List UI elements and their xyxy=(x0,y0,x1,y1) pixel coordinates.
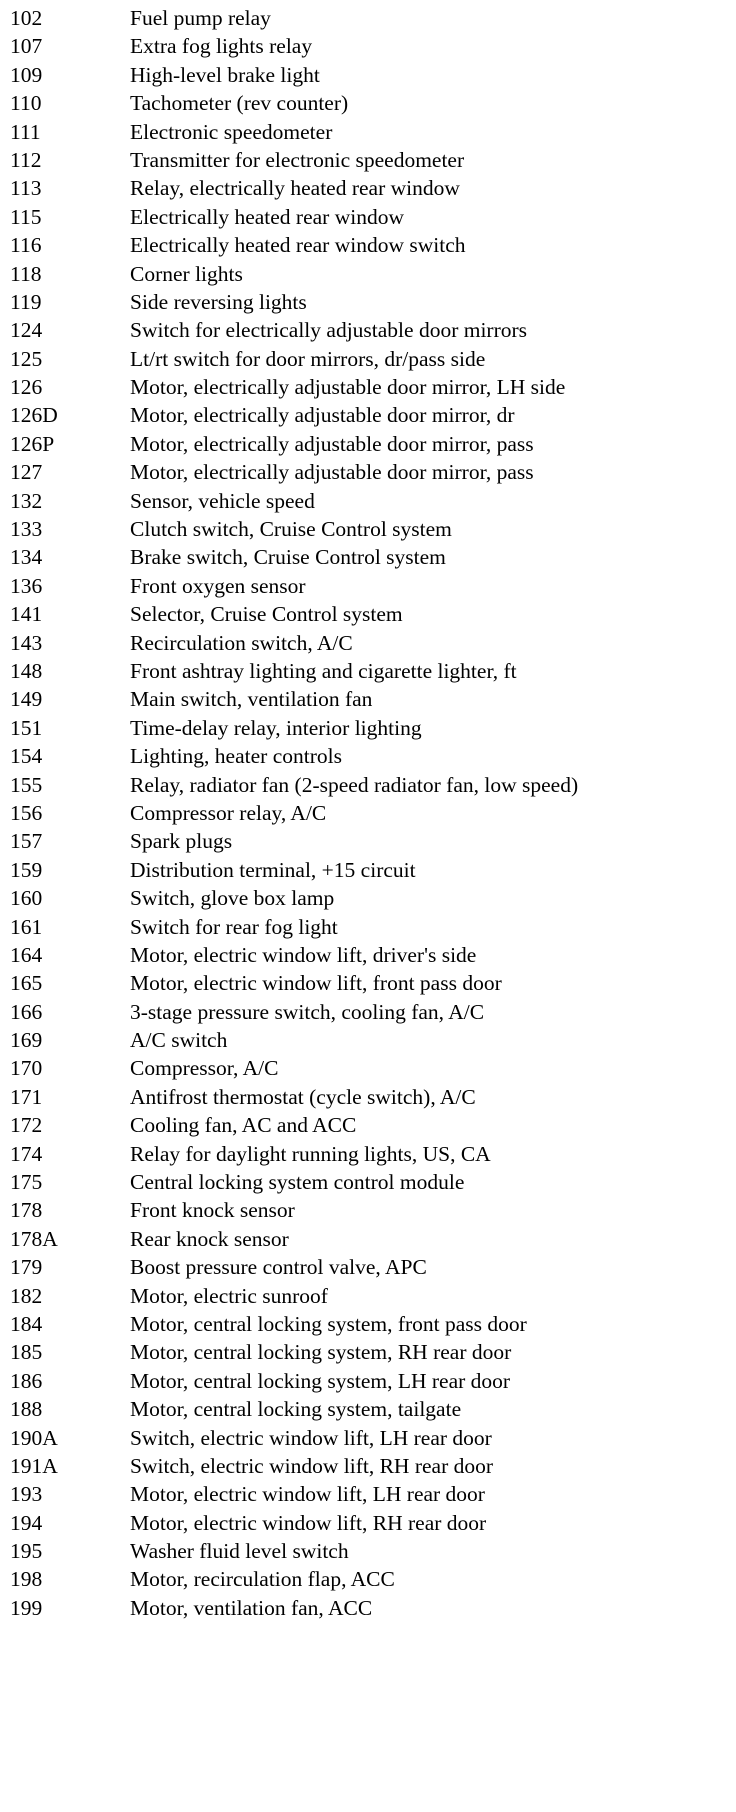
component-code: 190A xyxy=(10,1425,58,1450)
list-item xyxy=(0,61,736,89)
list-item xyxy=(0,1140,736,1168)
list-item xyxy=(0,1111,736,1139)
component-description: Motor, electric window lift, RH rear door xyxy=(130,1510,487,1535)
list-item xyxy=(0,543,736,571)
component-description: Side reversing lights xyxy=(130,289,307,314)
list-item xyxy=(0,629,736,657)
list-item xyxy=(0,1537,736,1565)
component-description: Motor, central locking system, LH rear door xyxy=(130,1368,511,1393)
component-description: Electrically heated rear window xyxy=(130,204,404,229)
component-code: 102 xyxy=(10,6,43,30)
component-description: Fuel pump relay xyxy=(130,6,271,30)
list-item xyxy=(0,1054,736,1082)
list-item xyxy=(0,657,736,685)
list-item xyxy=(0,913,736,941)
component-description: Motor, electric sunroof xyxy=(130,1283,328,1308)
component-code: 186 xyxy=(10,1368,43,1393)
list-item xyxy=(0,458,736,486)
component-description: Motor, central locking system, tailgate xyxy=(130,1397,462,1422)
component-description: Motor, electrically adjustable door mirror, LH side xyxy=(130,375,566,400)
component-description: Front oxygen sensor xyxy=(130,573,306,598)
list-item xyxy=(0,288,736,316)
component-description: Lighting, heater controls xyxy=(130,744,342,769)
component-code: 164 xyxy=(10,942,43,967)
component-code: 110 xyxy=(10,91,42,116)
list-item xyxy=(0,345,736,373)
list-item xyxy=(0,742,736,770)
component-code: 112 xyxy=(10,147,42,172)
list-item xyxy=(0,1253,736,1281)
component-code: 182 xyxy=(10,1283,43,1308)
component-code: 126D xyxy=(10,403,58,428)
component-description: Corner lights xyxy=(130,261,243,286)
list-item xyxy=(0,1424,736,1452)
component-description: Front ashtray lighting and cigarette lighter, ft xyxy=(130,658,517,683)
component-code: 161 xyxy=(10,914,43,939)
component-description: 3-stage pressure switch, cooling fan, A/C xyxy=(130,999,485,1024)
component-code: 165 xyxy=(10,971,43,996)
component-description: Relay for daylight running lights, US, CA xyxy=(130,1141,491,1166)
component-code: 156 xyxy=(10,800,43,825)
component-code: 191A xyxy=(10,1453,58,1478)
list-item xyxy=(0,32,736,60)
list-item xyxy=(0,118,736,146)
list-item xyxy=(0,941,736,969)
component-code: 125 xyxy=(10,346,43,371)
component-code: 184 xyxy=(10,1311,43,1336)
component-description: Central locking system control module xyxy=(130,1170,465,1195)
component-description: Cooling fan, AC and ACC xyxy=(130,1113,357,1138)
list-item xyxy=(0,1367,736,1395)
component-description: Front knock sensor xyxy=(130,1198,295,1223)
list-item xyxy=(0,998,736,1026)
component-description: Antifrost thermostat (cycle switch), A/C xyxy=(130,1084,476,1109)
list-item xyxy=(0,600,736,628)
component-code: 133 xyxy=(10,517,43,542)
component-description: High-level brake light xyxy=(130,62,320,87)
component-code: 194 xyxy=(10,1510,43,1535)
component-description: Electronic speedometer xyxy=(130,119,333,144)
component-code: 148 xyxy=(10,658,43,683)
component-code: 126P xyxy=(10,431,55,456)
component-code: 193 xyxy=(10,1482,43,1507)
component-description: Motor, electrically adjustable door mirror, pass xyxy=(130,460,534,485)
component-description: Motor, electric window lift, driver's side xyxy=(130,942,477,967)
component-code: 136 xyxy=(10,573,43,598)
list-item xyxy=(0,1338,736,1366)
component-code: 170 xyxy=(10,1056,43,1081)
component-description: Compressor, A/C xyxy=(130,1056,279,1081)
list-item xyxy=(0,1196,736,1224)
list-item xyxy=(0,1225,736,1253)
component-description: Switch for rear fog light xyxy=(130,914,338,939)
list-item xyxy=(0,89,736,117)
component-code: 141 xyxy=(10,602,43,627)
list-item xyxy=(0,1594,736,1622)
component-description: A/C switch xyxy=(130,1028,228,1053)
component-code: 115 xyxy=(10,204,42,229)
list-item xyxy=(0,884,736,912)
component-description: Rear knock sensor xyxy=(130,1226,289,1251)
component-description: Clutch switch, Cruise Control system xyxy=(130,517,452,542)
list-item xyxy=(0,1026,736,1054)
component-code: 185 xyxy=(10,1340,43,1365)
component-description: Time-delay relay, interior lighting xyxy=(130,715,422,740)
component-code: 178 xyxy=(10,1198,43,1223)
component-code: 171 xyxy=(10,1084,43,1109)
component-code: 195 xyxy=(10,1539,43,1564)
component-description: Main switch, ventilation fan xyxy=(130,687,373,712)
component-code: 159 xyxy=(10,857,43,882)
list-item xyxy=(0,771,736,799)
component-description: Motor, ventilation fan, ACC xyxy=(130,1595,373,1620)
list-item xyxy=(0,260,736,288)
component-description: Motor, electric window lift, front pass door xyxy=(130,971,502,996)
component-code: 113 xyxy=(10,176,42,201)
list-item xyxy=(0,373,736,401)
component-description: Switch for electrically adjustable door mirrors xyxy=(130,318,528,343)
component-code: 172 xyxy=(10,1113,43,1138)
component-code: 127 xyxy=(10,460,43,485)
component-description: Lt/rt switch for door mirrors, dr/pass side xyxy=(130,346,486,371)
component-code: 151 xyxy=(10,715,43,740)
list-item xyxy=(0,1395,736,1423)
component-description: Sensor, vehicle speed xyxy=(130,488,315,513)
component-code: 155 xyxy=(10,772,43,797)
component-description: Motor, central locking system, RH rear door xyxy=(130,1340,512,1365)
list-item xyxy=(0,856,736,884)
component-code: 124 xyxy=(10,318,43,343)
list-item xyxy=(0,316,736,344)
component-description: Spark plugs xyxy=(130,829,233,854)
component-code: 179 xyxy=(10,1255,43,1280)
component-description: Switch, electric window lift, RH rear door xyxy=(130,1453,494,1478)
component-description: Motor, electric window lift, LH rear door xyxy=(130,1482,485,1507)
component-code: 126 xyxy=(10,375,43,400)
list-item xyxy=(0,146,736,174)
component-description: Brake switch, Cruise Control system xyxy=(130,545,446,570)
component-code: 118 xyxy=(10,261,42,286)
component-description: Distribution terminal, +15 circuit xyxy=(130,857,416,882)
component-code: 174 xyxy=(10,1141,43,1166)
component-description: Transmitter for electronic speedometer xyxy=(130,147,465,172)
list-item xyxy=(0,1480,736,1508)
component-description: Selector, Cruise Control system xyxy=(130,602,403,627)
list-item xyxy=(0,1083,736,1111)
list-item xyxy=(0,685,736,713)
component-code: 119 xyxy=(10,289,42,314)
list-item xyxy=(0,827,736,855)
component-description: Tachometer (rev counter) xyxy=(130,91,349,116)
list-item xyxy=(0,203,736,231)
component-code: 109 xyxy=(10,62,43,87)
list-item xyxy=(0,1509,736,1537)
component-description: Boost pressure control valve, APC xyxy=(130,1255,427,1280)
component-code: 160 xyxy=(10,886,43,911)
component-code: 188 xyxy=(10,1397,43,1422)
component-code: 107 xyxy=(10,34,43,59)
list-item xyxy=(0,572,736,600)
component-code: 178A xyxy=(10,1226,58,1251)
component-description: Motor, electrically adjustable door mirror, dr xyxy=(130,403,515,428)
component-code: 166 xyxy=(10,999,43,1024)
list-item xyxy=(0,487,736,515)
list-item xyxy=(0,1168,736,1196)
list-item xyxy=(0,799,736,827)
component-code: 157 xyxy=(10,829,43,854)
list-item xyxy=(0,401,736,429)
component-code: 134 xyxy=(10,545,43,570)
component-description: Switch, glove box lamp xyxy=(130,886,335,911)
component-code: 175 xyxy=(10,1170,43,1195)
component-code: 198 xyxy=(10,1567,43,1592)
list-item xyxy=(0,231,736,259)
list-item xyxy=(0,1565,736,1593)
component-description: Recirculation switch, A/C xyxy=(130,630,353,655)
list-item xyxy=(0,430,736,458)
component-description: Motor, recirculation flap, ACC xyxy=(130,1567,395,1592)
component-code: 132 xyxy=(10,488,43,513)
list-item xyxy=(0,4,736,32)
component-description: Motor, central locking system, front pass door xyxy=(130,1311,527,1336)
component-code: 154 xyxy=(10,744,43,769)
component-description: Relay, electrically heated rear window xyxy=(130,176,460,201)
component-code: 149 xyxy=(10,687,43,712)
list-item xyxy=(0,515,736,543)
list-item xyxy=(0,714,736,742)
component-code: 143 xyxy=(10,630,43,655)
list-item xyxy=(0,1282,736,1310)
component-description: Switch, electric window lift, LH rear door xyxy=(130,1425,492,1450)
component-description: Electrically heated rear window switch xyxy=(130,233,466,258)
list-item xyxy=(0,174,736,202)
component-description: Motor, electrically adjustable door mirror, pass xyxy=(130,431,534,456)
component-description: Extra fog lights relay xyxy=(130,34,313,59)
list-item xyxy=(0,969,736,997)
list-item xyxy=(0,1310,736,1338)
component-description: Compressor relay, A/C xyxy=(130,800,327,825)
component-code: 111 xyxy=(10,119,41,144)
component-code: 169 xyxy=(10,1028,43,1053)
component-description: Relay, radiator fan (2-speed radiator fan, low speed) xyxy=(130,772,579,797)
component-code: 116 xyxy=(10,233,42,258)
list-item xyxy=(0,1452,736,1480)
component-description: Washer fluid level switch xyxy=(130,1539,349,1564)
component-code: 199 xyxy=(10,1595,43,1620)
